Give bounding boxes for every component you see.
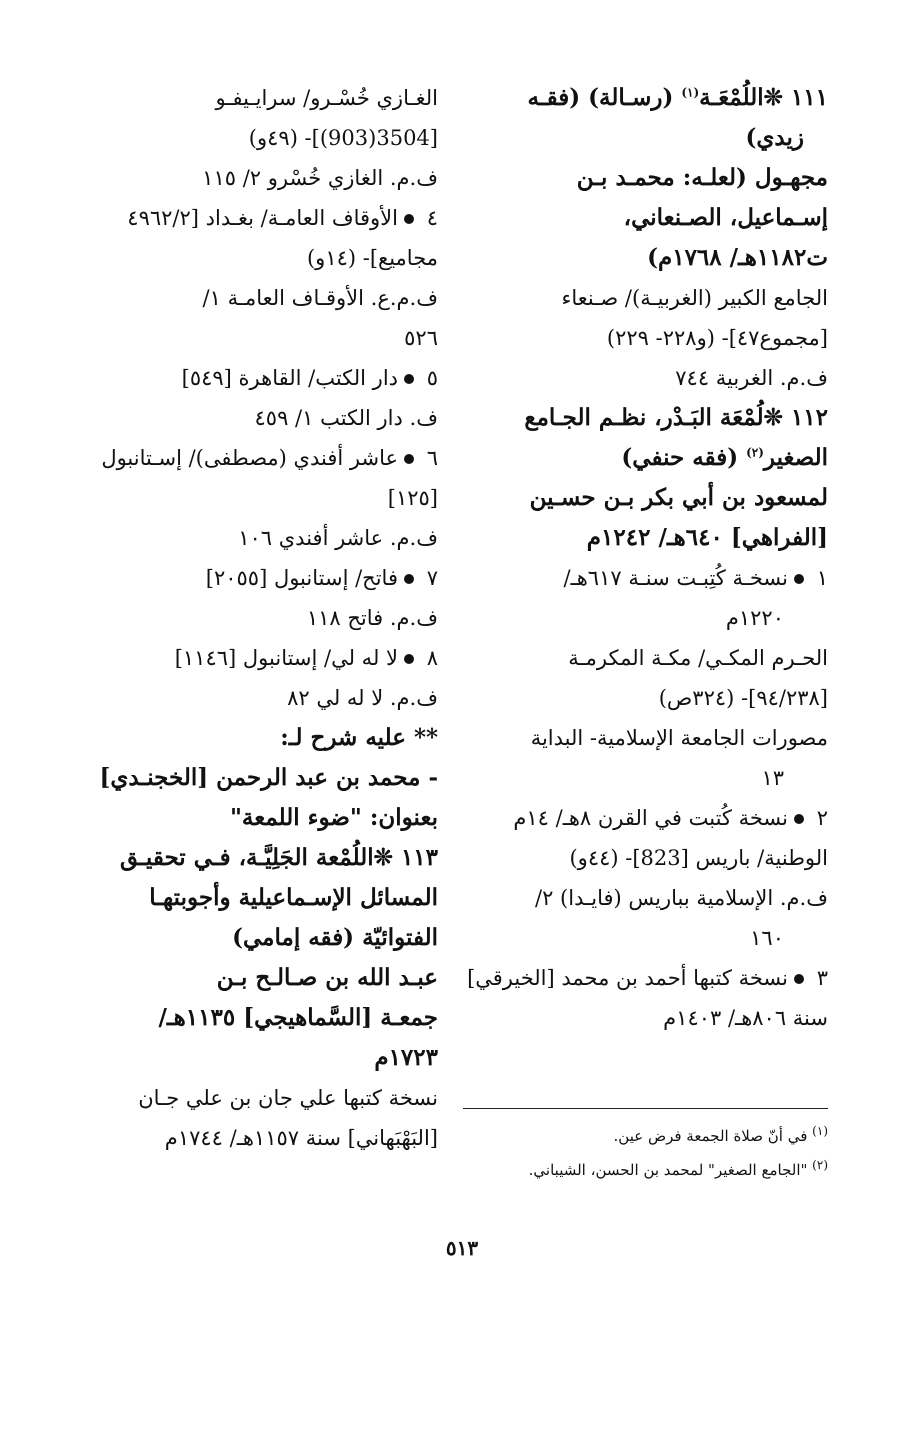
text-line [98,398,438,438]
line-text: الصغير [763,444,828,471]
footnote-mark: (٢) [812,1158,828,1172]
text-line [98,918,438,958]
line-text: ف.م. الإسلامية بباريس (فايـدا) ٢/ [535,886,828,910]
line-text: مجهـول (لعلـه: محمـد بـن [576,164,828,191]
left-column [98,78,438,1158]
line-text: مجاميع]- (١٤و) [306,246,438,270]
bullet-icon [794,974,804,984]
text-line [98,158,438,198]
bullet-icon [794,814,804,824]
text-line [463,758,828,798]
line-text: جمعـة [السَّماهيجي] ١١٣٥هـ/ [158,1004,438,1031]
line-text: لمسعود بن أبي بكر بـن حسـين [529,484,828,511]
line-text: ف.م. لا له لي ٨٢ [287,686,438,710]
line-text: [٩٤/٢٣٨]- (٣٢٤ص) [658,686,828,710]
line-text: ** عليه شرح لـ: [280,724,438,751]
text-line [98,958,438,998]
text-line [463,838,828,878]
line-text: زيدي) [745,124,804,151]
footnote-text: في أنّ صلاة الجمعة فرض عين. [613,1127,813,1145]
text-line [98,278,438,318]
line-text: الفتوائيّة (فقه إمامي) [232,924,438,951]
bullet-icon [404,574,414,584]
line-text: دار الكتب/ القاهرة [٥٤٩] [181,366,398,390]
text-line [98,678,438,718]
text-line [463,158,828,198]
page-number: ٥١٣ [445,1236,479,1260]
line-text: الوطنية/ باريس [823]- (٤٤و) [569,846,828,870]
right-column [463,78,828,1038]
line-text: [١٢٥] [387,486,438,510]
text-line [463,918,828,958]
entry-number: ٣ [816,966,828,990]
line-text: المسائل الإسـماعيلية وأجوبتهـا [149,884,438,911]
bullet-icon [404,454,414,464]
text-line [463,278,828,318]
line-text: ١٣ [761,766,784,790]
line-text: الغـازي خُسْـرو/ سرايـيفـو [215,86,438,110]
entry-number: ١١١ ❊ [763,84,828,111]
text-line [463,678,828,718]
line-text: ت١١٨٢هـ/ ١٧٦٨م) [647,244,828,271]
bullet-icon [794,574,804,584]
entry-number: ١١٣ ❊ [373,844,438,871]
text-line [98,878,438,918]
line-text: اللُمْعة الجَلِيَّـة، فـي تحقيـق [119,844,374,871]
line-text: ١٢٢٠م [725,606,784,630]
text-line [463,998,828,1038]
text-line [463,318,828,358]
footnote [463,1153,828,1187]
text-line [463,198,828,238]
line-text: نسخة كُتبت في القرن ٨هـ/ ١٤م [513,806,788,830]
bullet-icon [404,214,414,224]
text-line [98,638,438,678]
text-line [463,478,828,518]
footnote-text: "الجامع الصغير" لمحمد بن الحسن، الشيباني. [528,1161,813,1179]
line-text: ف. دار الكتب ١/ ٤٥٩ [254,406,438,430]
text-line [463,718,828,758]
line-text: ١٦٠ [750,926,784,950]
line-text: عاشر أفندي (مصطفى)/ إسـتانبول [101,446,398,470]
line-text: لا له لي/ إستانبول [١١٤٦] [174,646,398,670]
line-text: اللُمْعَـة [699,84,764,111]
text-line [98,558,438,598]
line-text: ف.م. الغازي خُسْرو ٢/ ١١٥ [202,166,438,190]
line-text: ف.م. الغربية ٧٤٤ [675,366,828,390]
text-line [463,518,828,558]
text-line [98,238,438,278]
text-line [463,238,828,278]
text-line [98,318,438,358]
line-text: ف.م. عاشر أفندي ١٠٦ [238,526,438,550]
text-line [98,198,438,238]
text-line [98,798,438,838]
entry-number: ٦ [426,446,438,470]
text-line [463,558,828,598]
line-text: لُمْعَة البَـدْر، نظـم الجـامع [524,404,764,431]
text-line [98,518,438,558]
line-text: نسخـة كُتِبـت سنـة ٦١٧هـ/ [563,566,788,590]
line-text: عبـد الله بن صـالـح بـن [216,964,438,991]
text-line [463,398,828,438]
line-text: [البَهْبَهاني] سنة ١١٥٧هـ/ ١٧٤٤م [164,1126,438,1150]
text-line [98,358,438,398]
line-text: إسـماعيل، الصـنعاني، [623,204,828,231]
text-line [98,478,438,518]
line-text: ف.م. فاتح ١١٨ [306,606,438,630]
text-line [98,1078,438,1118]
text-line [463,358,828,398]
text-line [463,598,828,638]
line-text: [3504(903)]- (٤٩و) [248,126,438,150]
footnotes [463,1108,828,1187]
footnote-mark: (١) [812,1124,828,1138]
line-text: الجامع الكبير (الغربيـة)/ صـنعاء [561,286,828,310]
entry-number: ٢ [816,806,828,830]
entry-number: ٥ [426,366,438,390]
text-line [98,998,438,1038]
footnote [463,1119,828,1153]
text-line [463,958,828,998]
text-line [98,598,438,638]
text-line [463,638,828,678]
text-line [98,718,438,758]
text-line [463,438,828,478]
text-line [98,1118,438,1158]
text-line [98,438,438,478]
line-text: ٥٢٦ [404,326,438,350]
text-line [463,798,828,838]
bullet-icon [404,374,414,384]
text-line [463,78,828,118]
line-text: [الفراهي] ٦٤٠هـ/ ١٢٤٢م [586,524,828,551]
entry-number: ٨ [426,646,438,670]
line-text: فاتح/ إستانبول [٢٠٥٥] [205,566,398,590]
line-text: مصورات الجامعة الإسلامية- البداية [530,726,828,750]
text-line [463,118,828,158]
line-text: الحـرم المكـي/ مكـة المكرمـة [568,646,828,670]
line-text: - محمد بن عبد الرحمن [الخجنـدي] [99,764,438,791]
footnote-ref: (١) [681,85,700,100]
line-text: ف.م.ع. الأوقـاف العامـة ١/ [202,286,438,310]
entry-number: ٤ [426,206,438,230]
line-text: نسخة كتبها علي جان بن علي جـان [138,1086,438,1110]
line-text: [مجموع٤٧]- (و٢٢٨- ٢٢٩) [606,326,828,350]
line-tail: (فقه حنفي) [621,444,747,471]
footnote-ref: (٢) [746,445,764,460]
entry-number: ١١٢ ❊ [763,404,828,431]
text-line [463,878,828,918]
text-line [98,118,438,158]
line-text: بعنوان: "ضوء اللمعة" [229,804,438,831]
line-text: الأوقاف العامـة/ بغـداد [٤٩٦٢/٢ [127,206,398,230]
entry-number: ١ [816,566,828,590]
entry-number: ٧ [426,566,438,590]
text-line [98,758,438,798]
line-text: سنة ٨٠٦هـ/ ١٤٠٣م [663,1006,828,1030]
text-line [98,78,438,118]
line-text: ١٧٢٣م [374,1044,438,1071]
text-line [98,1038,438,1078]
text-line [98,838,438,878]
line-text: نسخة كتبها أحمد بن محمد [الخيرقي] [467,966,788,990]
bullet-icon [404,654,414,664]
line-tail: (رسـالة) (فقـه [527,84,682,111]
